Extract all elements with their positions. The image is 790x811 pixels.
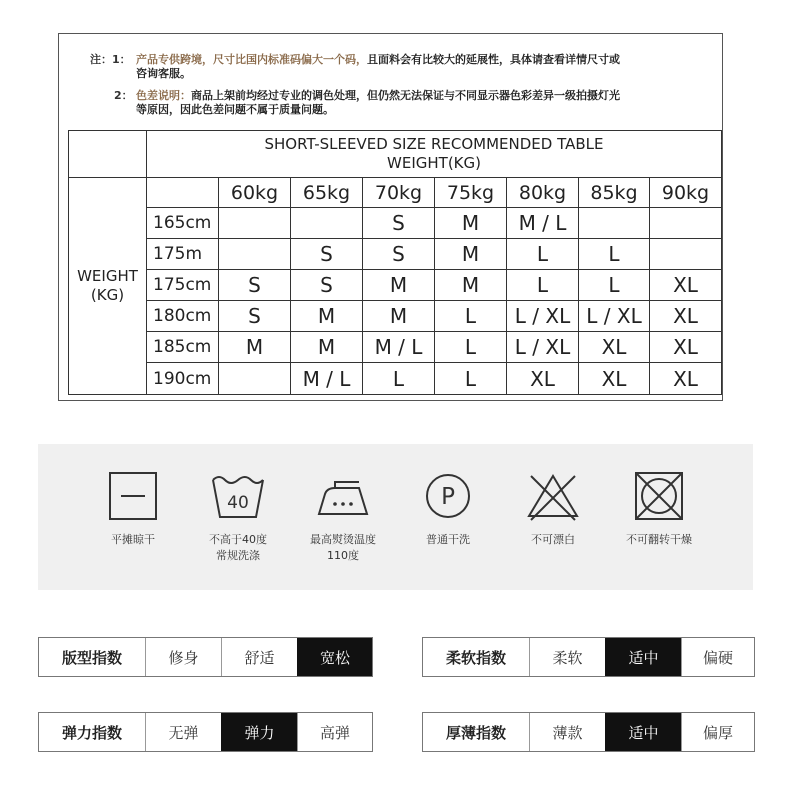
size-cell: L bbox=[579, 239, 650, 270]
size-cell: M bbox=[363, 301, 435, 332]
dry-clean-icon bbox=[422, 470, 474, 522]
size-cell: L / XL bbox=[579, 301, 650, 332]
thickness-option-thick: 偏厚 bbox=[681, 713, 754, 751]
care-item-no-bleach bbox=[498, 470, 608, 548]
size-cell: L bbox=[507, 270, 579, 301]
height-cell: 175cm bbox=[147, 270, 219, 301]
size-cell: S bbox=[291, 270, 363, 301]
fit-option-slim: 修身 bbox=[145, 638, 221, 676]
table-corner-cell bbox=[69, 131, 147, 178]
weight-axis-label-line1: WEIGHT bbox=[77, 267, 138, 285]
size-cell: M bbox=[291, 332, 363, 363]
care-label-line1: 普通干洗 bbox=[426, 533, 470, 546]
size-cell: M bbox=[435, 239, 507, 270]
weight-header: 80kg bbox=[507, 178, 579, 208]
table-row bbox=[69, 270, 722, 301]
height-cell: 190cm bbox=[147, 363, 219, 395]
size-cell: M bbox=[291, 301, 363, 332]
size-cell: L / XL bbox=[507, 332, 579, 363]
care-label-line2: 常规洗涤 bbox=[216, 549, 260, 562]
note-2-text-line1: 商品上架前均经过专业的调色处理，但仍然无法保证与不同显示器色彩差异一级拍摄灯光 bbox=[191, 89, 620, 102]
size-cell: M / L bbox=[363, 332, 435, 363]
size-cell: M bbox=[363, 270, 435, 301]
softness-option-soft: 柔软 bbox=[529, 638, 605, 676]
care-label-line1: 不高于40度 bbox=[209, 533, 267, 546]
height-cell: 175m bbox=[147, 239, 219, 270]
size-cell: M / L bbox=[291, 363, 363, 395]
note-2 bbox=[90, 89, 730, 119]
size-cell: L / XL bbox=[507, 301, 579, 332]
size-recommendation-table bbox=[68, 130, 722, 395]
note-1 bbox=[90, 53, 730, 83]
size-cell: XL bbox=[579, 363, 650, 395]
table-row bbox=[69, 239, 722, 270]
table-row bbox=[69, 301, 722, 332]
no-bleach-icon bbox=[525, 470, 581, 522]
height-cell: 185cm bbox=[147, 332, 219, 363]
softness-option-stiff: 偏硬 bbox=[681, 638, 754, 676]
table-title-line1: SHORT-SLEEVED SIZE RECOMMENDED TABLE bbox=[264, 135, 604, 153]
wash-temperature: 40 bbox=[227, 493, 249, 513]
size-cell bbox=[219, 363, 291, 395]
care-item-iron bbox=[288, 470, 398, 564]
note-1-text-line2: 咨询客服。 bbox=[136, 67, 191, 80]
weight-header: 65kg bbox=[291, 178, 363, 208]
wash-40-icon bbox=[209, 470, 267, 522]
note-2-number: 2： bbox=[114, 89, 133, 102]
elasticity-option-stretch: 弹力 bbox=[221, 713, 297, 751]
note-1-number: 注：1： bbox=[90, 53, 131, 66]
weight-header: 85kg bbox=[579, 178, 650, 208]
softness-option-medium: 适中 bbox=[605, 638, 681, 676]
fit-option-loose: 宽松 bbox=[297, 638, 372, 676]
size-cell: M / L bbox=[507, 208, 579, 239]
dry-clean-letter: P bbox=[441, 484, 455, 510]
softness-index-label: 柔软指数 bbox=[445, 648, 506, 667]
care-item-flat-dry bbox=[78, 470, 188, 548]
flat-dry-icon bbox=[107, 470, 159, 522]
size-cell bbox=[291, 208, 363, 239]
size-cell: L bbox=[363, 363, 435, 395]
elasticity-option-none: 无弹 bbox=[145, 713, 221, 751]
thickness-option-thin: 薄款 bbox=[529, 713, 605, 751]
size-cell bbox=[219, 208, 291, 239]
size-cell: S bbox=[291, 239, 363, 270]
thickness-option-medium: 适中 bbox=[605, 713, 681, 751]
thickness-index-label: 厚薄指数 bbox=[445, 723, 506, 742]
size-cell: XL bbox=[650, 363, 722, 395]
height-cell: 165cm bbox=[147, 208, 219, 239]
thickness-index-bar bbox=[422, 712, 755, 752]
size-cell bbox=[579, 208, 650, 239]
care-label-line2: 110度 bbox=[327, 549, 359, 562]
softness-index-bar bbox=[422, 637, 755, 677]
table-row bbox=[69, 208, 722, 239]
fit-index-label: 版型指数 bbox=[61, 648, 122, 667]
care-label-line1: 平摊晾干 bbox=[111, 533, 155, 546]
weight-header: 90kg bbox=[650, 178, 722, 208]
height-cell: 180cm bbox=[147, 301, 219, 332]
weight-header: 60kg bbox=[219, 178, 291, 208]
fit-index-bar bbox=[38, 637, 373, 677]
size-cell: L bbox=[435, 301, 507, 332]
table-title bbox=[147, 131, 722, 178]
weight-header: 75kg bbox=[435, 178, 507, 208]
weight-axis-label-line2: (KG) bbox=[90, 286, 125, 304]
care-instructions-panel bbox=[38, 444, 753, 590]
size-cell: S bbox=[219, 270, 291, 301]
note-2-text-line2: 等原因，因此色差问题不属于质量问题。 bbox=[136, 103, 334, 116]
size-cell: M bbox=[219, 332, 291, 363]
care-label-line1: 最高熨烫温度 bbox=[310, 533, 376, 546]
size-cell: S bbox=[219, 301, 291, 332]
size-cell: L bbox=[507, 239, 579, 270]
care-item-wash-40 bbox=[183, 470, 293, 564]
table-title-line2: WEIGHT(KG) bbox=[387, 154, 481, 172]
weight-header: 70kg bbox=[363, 178, 435, 208]
table-row bbox=[69, 332, 722, 363]
size-cell: XL bbox=[579, 332, 650, 363]
care-label-line1: 不可翻转干燥 bbox=[626, 533, 692, 546]
weight-axis-label bbox=[69, 178, 147, 395]
size-cell: XL bbox=[650, 270, 722, 301]
elasticity-index-label: 弹力指数 bbox=[61, 723, 122, 742]
elasticity-option-high: 高弹 bbox=[297, 713, 372, 751]
size-cell: XL bbox=[650, 332, 722, 363]
size-cell bbox=[219, 239, 291, 270]
weight-header-empty bbox=[147, 178, 219, 208]
size-cell: S bbox=[363, 239, 435, 270]
size-cell bbox=[650, 208, 722, 239]
note-1-highlight: 产品专供跨境，尺寸比国内标准码偏大一个码， bbox=[136, 53, 367, 66]
note-2-highlight: 色差说明： bbox=[136, 89, 191, 102]
care-label-line1: 不可漂白 bbox=[531, 533, 575, 546]
size-cell: S bbox=[363, 208, 435, 239]
elasticity-index-bar bbox=[38, 712, 373, 752]
size-cell: XL bbox=[650, 301, 722, 332]
size-cell bbox=[650, 239, 722, 270]
fit-option-comfort: 舒适 bbox=[221, 638, 297, 676]
size-cell: M bbox=[435, 208, 507, 239]
size-cell: M bbox=[435, 270, 507, 301]
size-cell: XL bbox=[507, 363, 579, 395]
size-cell: L bbox=[435, 363, 507, 395]
care-item-no-tumble-dry bbox=[604, 470, 714, 548]
size-cell: L bbox=[579, 270, 650, 301]
table-row bbox=[69, 363, 722, 395]
no-tumble-dry-icon bbox=[633, 470, 685, 522]
size-cell: L bbox=[435, 332, 507, 363]
note-1-text-line1: 且面料会有比较大的延展性，具体请查看详情尺寸或 bbox=[367, 53, 620, 66]
care-item-dry-clean bbox=[393, 470, 503, 548]
iron-icon bbox=[313, 470, 373, 522]
